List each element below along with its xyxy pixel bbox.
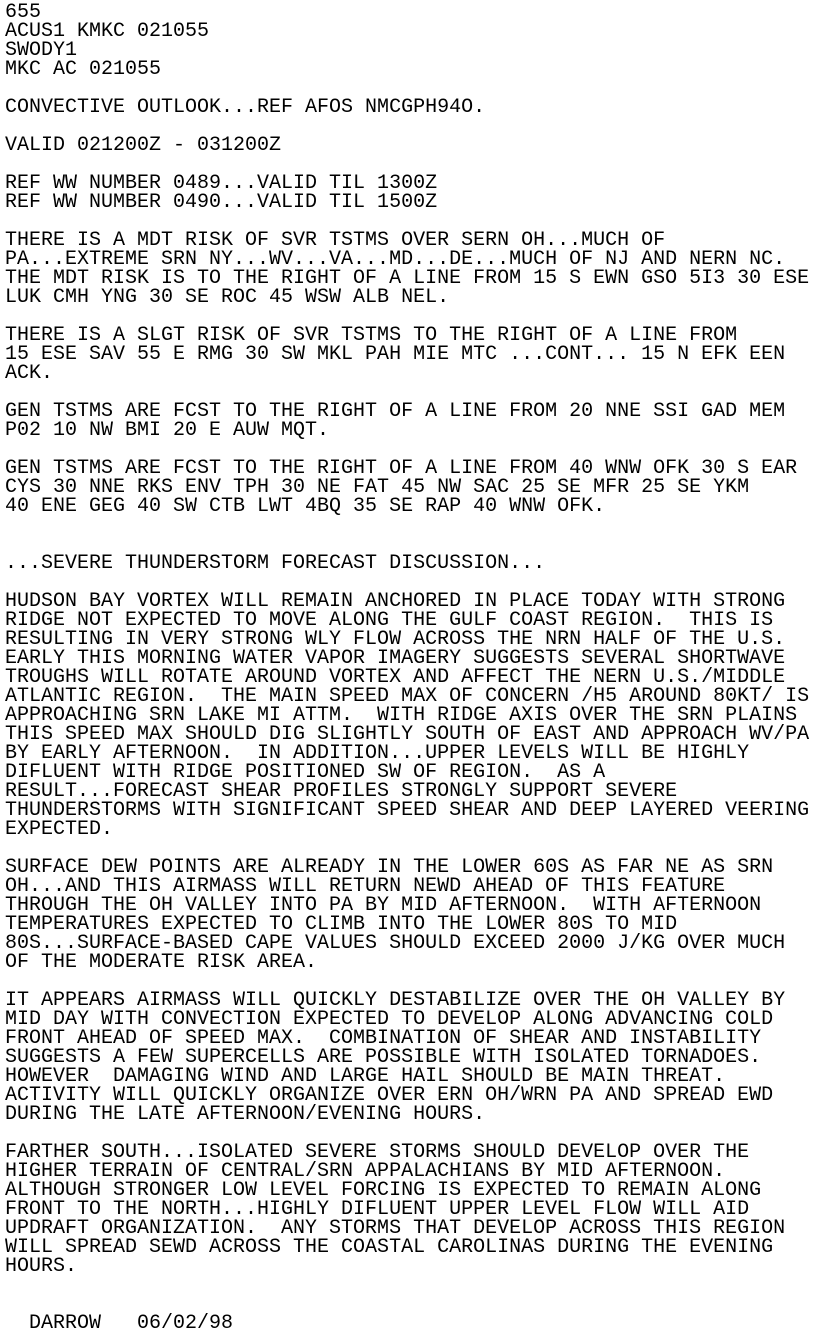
text-line: REF WW NUMBER 0490...VALID TIL 1500Z — [5, 191, 438, 214]
text-line: HIGHER TERRAIN OF CENTRAL/SRN APPALACHIANS BY MID AFTERNOON. — [5, 1160, 726, 1183]
text-line: BY EARLY AFTERNOON. IN ADDITION...UPPER LEVELS WILL BE HIGHLY — [5, 742, 750, 765]
text-line: EXPECTED. — [5, 818, 114, 841]
text-line: OF THE MODERATE RISK AREA. — [5, 951, 318, 974]
text-line: 40 ENE GEG 40 SW CTB LWT 4BQ 35 SE RAP 40 WNW OFK. — [5, 495, 606, 518]
text-line: SUGGESTS A FEW SUPERCELLS ARE POSSIBLE WITH ISOLATED TORNADOES. — [5, 1046, 762, 1069]
text-line: SURFACE DEW POINTS ARE ALREADY IN THE LOWER 60S AS FAR NE AS SRN — [5, 856, 774, 879]
text-line: ACUS1 KMKC 021055 — [5, 20, 210, 43]
blank-line — [5, 516, 809, 535]
text-line: TEMPERATURES EXPECTED TO CLIMB INTO THE LOWER 80S TO MID — [5, 913, 678, 936]
text-line: ...SEVERE THUNDERSTORM FORECAST DISCUSSION... — [5, 552, 546, 575]
text-line: ALTHOUGH STRONGER LOW LEVEL FORCING IS EXPECTED TO REMAIN ALONG — [5, 1179, 762, 1202]
text-line: MKC AC 021055 — [5, 58, 162, 81]
text-line: 15 ESE SAV 55 E RMG 30 SW MKL PAH MIE MTC ...CONT... 15 N EFK EEN — [5, 343, 786, 366]
text-line: RIDGE NOT EXPECTED TO MOVE ALONG THE GULF COAST REGION. THIS IS — [5, 609, 774, 632]
convective-outlook-document — [5, 3, 809, 1333]
text-line: P02 10 NW BMI 20 E AUW MQT. — [5, 419, 330, 442]
text-line: SWODY1 — [5, 39, 78, 62]
text-line: 655 — [5, 1, 42, 24]
text-line: HOWEVER DAMAGING WIND AND LARGE HAIL SHOULD BE MAIN THREAT. — [5, 1065, 726, 1088]
text-line: IT APPEARS AIRMASS WILL QUICKLY DESTABILIZE OVER THE OH VALLEY BY — [5, 989, 786, 1012]
text-line: MID DAY WITH CONVECTION EXPECTED TO DEVELOP ALONG ADVANCING COLD — [5, 1008, 774, 1031]
text-line: GEN TSTMS ARE FCST TO THE RIGHT OF A LINE FROM 20 NNE SSI GAD MEM — [5, 400, 786, 423]
text-line: APPROACHING SRN LAKE MI ATTM. WITH RIDGE AXIS OVER THE SRN PLAINS — [5, 704, 798, 727]
text-line: DIFLUENT WITH RIDGE POSITIONED SW OF REGION. AS A — [5, 761, 606, 784]
text-line: 80S...SURFACE-BASED CAPE VALUES SHOULD EXCEED 2000 J/KG OVER MUCH — [5, 932, 786, 955]
blank-line — [5, 1276, 809, 1295]
text-line: DURING THE LATE AFTERNOON/EVENING HOURS. — [5, 1103, 486, 1126]
text-line: CYS 30 NNE RKS ENV TPH 30 NE FAT 45 NW SAC 25 SE MFR 25 SE YKM — [5, 476, 750, 499]
text-line: LUK CMH YNG 30 SE ROC 45 WSW ALB NEL. — [5, 286, 450, 309]
text-line: FRONT TO THE NORTH...HIGHLY DIFLUENT UPPER LEVEL FLOW WILL AID — [5, 1198, 750, 1221]
text-line: THUNDERSTORMS WITH SIGNIFICANT SPEED SHEAR AND DEEP LAYERED VEERING — [5, 799, 810, 822]
text-line: HOURS. — [5, 1255, 78, 1278]
text-line: EARLY THIS MORNING WATER VAPOR IMAGERY SUGGESTS SEVERAL SHORTWAVE — [5, 647, 786, 670]
text-line: GEN TSTMS ARE FCST TO THE RIGHT OF A LINE FROM 40 WNW OFK 30 S EAR — [5, 457, 798, 480]
text-line: ACTIVITY WILL QUICKLY ORGANIZE OVER ERN OH/WRN PA AND SPREAD EWD — [5, 1084, 774, 1107]
text-line: CONVECTIVE OUTLOOK...REF AFOS NMCGPH94O. — [5, 96, 486, 119]
text-line: ATLANTIC REGION. THE MAIN SPEED MAX OF CONCERN /H5 AROUND 80KT/ IS — [5, 685, 810, 708]
text-line: OH...AND THIS AIRMASS WILL RETURN NEWD AHEAD OF THIS FEATURE — [5, 875, 726, 898]
text-line: THROUGH THE OH VALLEY INTO PA BY MID AFTERNOON. WITH AFTERNOON — [5, 894, 762, 917]
text-line: THERE IS A MDT RISK OF SVR TSTMS OVER SERN OH...MUCH OF — [5, 229, 666, 252]
text-line: THIS SPEED MAX SHOULD DIG SLIGHTLY SOUTH OF EAST AND APPROACH WV/PA — [5, 723, 810, 746]
text-line: VALID 021200Z - 031200Z — [5, 134, 282, 157]
text-line: RESULT...FORECAST SHEAR PROFILES STRONGLY SUPPORT SEVERE — [5, 780, 678, 803]
text-line: HUDSON BAY VORTEX WILL REMAIN ANCHORED IN PLACE TODAY WITH STRONG — [5, 590, 786, 613]
text-line: WILL SPREAD SEWD ACROSS THE COASTAL CAROLINAS DURING THE EVENING — [5, 1236, 774, 1259]
text-line: REF WW NUMBER 0489...VALID TIL 1300Z — [5, 172, 438, 195]
text-line: THE MDT RISK IS TO THE RIGHT OF A LINE FROM 15 S EWN GSO 5I3 30 ESE — [5, 267, 810, 290]
text-line: DARROW 06/02/98 — [5, 1312, 234, 1335]
text-line: FRONT AHEAD OF SPEED MAX. COMBINATION OF SHEAR AND INSTABILITY — [5, 1027, 762, 1050]
text-line: ACK. — [5, 362, 54, 385]
text-line: THERE IS A SLGT RISK OF SVR TSTMS TO THE RIGHT OF A LINE FROM — [5, 324, 738, 347]
text-line: UPDRAFT ORGANIZATION. ANY STORMS THAT DEVELOP ACROSS THIS REGION — [5, 1217, 786, 1240]
text-line: RESULTING IN VERY STRONG WLY FLOW ACROSS THE NRN HALF OF THE U.S. — [5, 628, 786, 651]
text-line: TROUGHS WILL ROTATE AROUND VORTEX AND AFFECT THE NERN U.S./MIDDLE — [5, 666, 786, 689]
text-line: PA...EXTREME SRN NY...WV...VA...MD...DE...MUCH OF NJ AND NERN NC. — [5, 248, 786, 271]
text-line: FARTHER SOUTH...ISOLATED SEVERE STORMS SHOULD DEVELOP OVER THE — [5, 1141, 750, 1164]
